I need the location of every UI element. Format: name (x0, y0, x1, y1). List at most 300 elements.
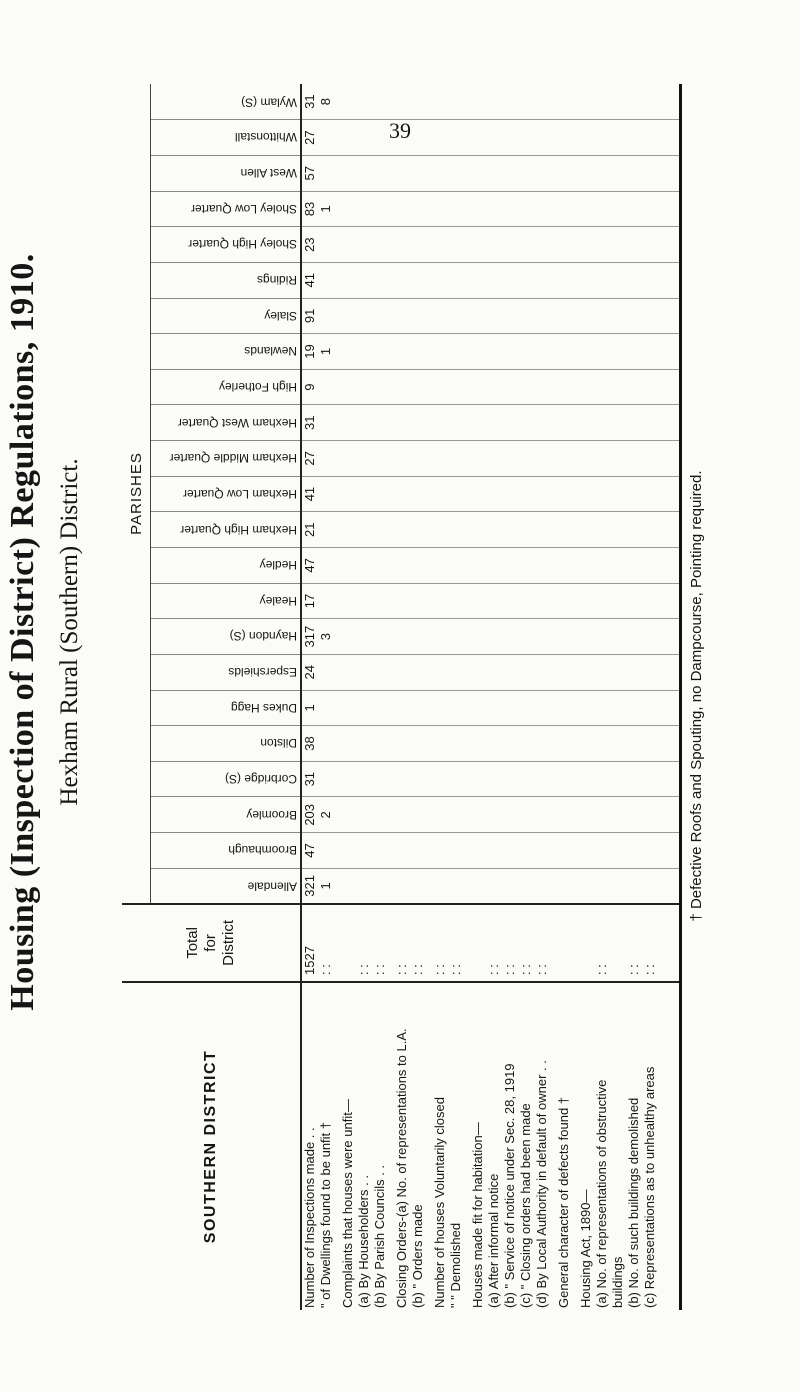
row-value (626, 405, 642, 440)
parish-values (301, 476, 681, 512)
parish-values (301, 833, 681, 869)
row-value (502, 691, 518, 726)
row-value (556, 762, 572, 797)
parish-column-header: Hexham Middle Quarter (151, 441, 301, 477)
row-value (502, 655, 518, 690)
row-value: 31 (301, 415, 317, 431)
row-value (432, 655, 448, 690)
row-value (610, 869, 626, 903)
row-value (502, 548, 518, 583)
row-value (642, 512, 658, 547)
row-value (578, 405, 594, 440)
row-value (502, 477, 518, 512)
row-value (432, 726, 448, 761)
parish-column-header: Hexham High Quarter (151, 512, 301, 548)
row-value (556, 192, 572, 227)
row-value (470, 84, 486, 119)
row-value (594, 584, 610, 619)
row-value (448, 691, 464, 726)
row-label: " of Dwellings found to be unfit † (317, 1121, 333, 1308)
row-value (502, 227, 518, 262)
row-value (410, 762, 426, 797)
row-value (356, 691, 372, 726)
parish-values (301, 155, 681, 191)
row-label: General character of defects found † (555, 1096, 571, 1308)
row-value (410, 441, 426, 476)
row-value (432, 192, 448, 227)
row-value (394, 334, 410, 369)
row-value (578, 548, 594, 583)
row-value (318, 726, 334, 761)
row-value (610, 227, 626, 262)
row-value (610, 548, 626, 583)
parish-column-header: Sholey Low Quarter (151, 191, 301, 227)
row-value (432, 370, 448, 405)
row-value (356, 798, 372, 833)
row-total: : : (641, 964, 657, 975)
row-value (642, 84, 658, 119)
row-value (448, 655, 464, 690)
row-value (610, 691, 626, 726)
parish-values (301, 690, 681, 726)
row-value (610, 299, 626, 334)
row-value (556, 370, 572, 405)
row-value (372, 405, 388, 440)
row-value (470, 619, 486, 654)
row-value (448, 156, 464, 191)
row-value (432, 120, 448, 155)
row-value (372, 334, 388, 369)
row-value (534, 405, 550, 440)
row-value (486, 405, 502, 440)
row-value (356, 762, 372, 797)
row-value (502, 762, 518, 797)
row-value (432, 584, 448, 619)
row-total: 1527 (301, 946, 317, 975)
row-value (594, 334, 610, 369)
row-value (470, 120, 486, 155)
row-value (410, 833, 426, 868)
row-value (432, 833, 448, 868)
row-value (626, 192, 642, 227)
row-value: 83 (301, 201, 317, 217)
row-value (518, 192, 534, 227)
row-label: buildings (609, 1256, 625, 1308)
district-heading: SOUTHERN DISTRICT (122, 982, 301, 1310)
row-label: Housing Act, 1890— (577, 1189, 593, 1308)
row-value (448, 299, 464, 334)
row-value (578, 762, 594, 797)
row-value (340, 120, 356, 155)
row-value (594, 619, 610, 654)
row-value (470, 192, 486, 227)
parish-values (301, 797, 681, 833)
row-value (626, 726, 642, 761)
row-value (502, 299, 518, 334)
row-value (626, 655, 642, 690)
row-value (356, 869, 372, 903)
row-value: 8 (317, 98, 333, 106)
row-value (642, 691, 658, 726)
row-value (556, 263, 572, 298)
row-value (340, 833, 356, 868)
row-value (410, 655, 426, 690)
row-value (626, 584, 642, 619)
row-value (394, 192, 410, 227)
row-labels (301, 982, 681, 1310)
parish-values (301, 726, 681, 762)
row-value (432, 227, 448, 262)
row-value (410, 584, 426, 619)
row-value (518, 762, 534, 797)
row-value (578, 84, 594, 119)
row-value (470, 477, 486, 512)
row-value (534, 512, 550, 547)
row-value (318, 833, 334, 868)
row-value (594, 691, 610, 726)
row-value (340, 299, 356, 334)
row-value (372, 584, 388, 619)
row-value (410, 84, 426, 119)
row-value (318, 227, 334, 262)
row-value: 91 (301, 308, 317, 324)
row-total: : : (501, 964, 517, 975)
row-value (626, 441, 642, 476)
row-value (356, 84, 372, 119)
parish-column-header: Corbridge (S) (151, 761, 301, 797)
row-value (502, 798, 518, 833)
row-value (432, 334, 448, 369)
row-value (594, 655, 610, 690)
row-value (578, 263, 594, 298)
row-value (470, 798, 486, 833)
row-value (642, 762, 658, 797)
page-number: 39 (389, 118, 411, 143)
row-value (394, 263, 410, 298)
row-value (356, 619, 372, 654)
row-value (372, 156, 388, 191)
row-value (448, 263, 464, 298)
row-total: : : (447, 964, 463, 975)
row-label: Houses made fit for habitation— (469, 1122, 485, 1308)
parish-values (301, 334, 681, 370)
row-value (534, 619, 550, 654)
row-value (534, 227, 550, 262)
row-value (626, 619, 642, 654)
row-value (410, 156, 426, 191)
row-value (448, 726, 464, 761)
row-value (486, 227, 502, 262)
row-value (594, 120, 610, 155)
row-value (518, 655, 534, 690)
row-value (432, 798, 448, 833)
row-value (642, 334, 658, 369)
parish-column-header: Hedley (151, 548, 301, 584)
row-value (518, 299, 534, 334)
row-value (410, 798, 426, 833)
row-value (578, 798, 594, 833)
row-value (394, 655, 410, 690)
row-value (626, 833, 642, 868)
row-value (556, 869, 572, 903)
row-value (486, 726, 502, 761)
row-value (318, 263, 334, 298)
row-value (394, 584, 410, 619)
row-label: (b) " Orders made (409, 1204, 425, 1308)
row-value (318, 762, 334, 797)
row-value (578, 156, 594, 191)
row-value (556, 405, 572, 440)
parish-column-header: Newlands (151, 334, 301, 370)
row-value (372, 120, 388, 155)
row-value (340, 762, 356, 797)
total-heading-line: Total (183, 927, 201, 959)
row-value (626, 691, 642, 726)
row-value (356, 334, 372, 369)
row-value (318, 584, 334, 619)
row-value (372, 192, 388, 227)
row-value (556, 227, 572, 262)
row-value: 1 (317, 882, 333, 890)
inspection-table (122, 84, 682, 1310)
row-value (610, 512, 626, 547)
row-value (502, 869, 518, 903)
row-value (372, 762, 388, 797)
parish-values (301, 441, 681, 477)
row-value (410, 334, 426, 369)
parish-column-header: Sholey High Quarter (151, 227, 301, 263)
row-value (410, 619, 426, 654)
parish-values (301, 227, 681, 263)
row-value (394, 833, 410, 868)
row-value (518, 833, 534, 868)
parish-values (301, 262, 681, 298)
row-value (556, 655, 572, 690)
row-value (626, 156, 642, 191)
row-value (626, 334, 642, 369)
row-value (470, 869, 486, 903)
row-value (432, 263, 448, 298)
row-value (594, 512, 610, 547)
row-value (394, 869, 410, 903)
row-value (340, 405, 356, 440)
row-value (626, 370, 642, 405)
row-value (372, 726, 388, 761)
row-value (470, 584, 486, 619)
row-value (594, 192, 610, 227)
row-value (318, 477, 334, 512)
row-value (556, 334, 572, 369)
row-value (372, 619, 388, 654)
row-value (534, 762, 550, 797)
row-value (410, 192, 426, 227)
row-value (448, 584, 464, 619)
row-value (594, 762, 610, 797)
row-value: 3 (317, 633, 333, 641)
row-value (448, 120, 464, 155)
row-total (556, 905, 572, 975)
row-value (518, 726, 534, 761)
row-value (356, 227, 372, 262)
row-value (432, 441, 448, 476)
row-total: : : (317, 964, 333, 975)
row-value (486, 548, 502, 583)
row-value (534, 84, 550, 119)
row-value (642, 227, 658, 262)
row-value (340, 334, 356, 369)
row-value: 19 (301, 344, 317, 359)
parish-values (301, 369, 681, 405)
row-value (486, 370, 502, 405)
row-value (502, 405, 518, 440)
row-total (610, 905, 626, 975)
row-value (486, 441, 502, 476)
row-value: 203 (301, 803, 317, 826)
row-value (534, 120, 550, 155)
row-value (394, 726, 410, 761)
row-value (372, 299, 388, 334)
parish-column-header: Hayndon (S) (151, 619, 301, 655)
row-total: : : (485, 964, 501, 975)
parishes-heading: PARISHES (122, 84, 151, 904)
row-total: : : (625, 964, 641, 975)
row-value (340, 156, 356, 191)
row-value (356, 299, 372, 334)
row-value (534, 726, 550, 761)
parish-values (301, 761, 681, 797)
row-value (356, 512, 372, 547)
row-value (372, 798, 388, 833)
row-value (594, 370, 610, 405)
row-value (642, 263, 658, 298)
row-value (318, 655, 334, 690)
row-value (610, 798, 626, 833)
row-value (410, 548, 426, 583)
row-value (372, 869, 388, 903)
row-value (610, 405, 626, 440)
row-value: 41 (301, 272, 317, 288)
row-value: 41 (301, 486, 317, 502)
row-value (432, 156, 448, 191)
row-value (432, 619, 448, 654)
parish-column-header: Whittonstall (151, 120, 301, 156)
row-value (470, 156, 486, 191)
row-value (410, 227, 426, 262)
row-value (502, 512, 518, 547)
row-total: : : (533, 964, 549, 975)
row-value (642, 548, 658, 583)
row-value (470, 512, 486, 547)
row-value (534, 192, 550, 227)
row-value (448, 334, 464, 369)
row-value (372, 370, 388, 405)
row-value (556, 833, 572, 868)
row-value (486, 584, 502, 619)
row-value (534, 156, 550, 191)
row-value (470, 441, 486, 476)
row-value (432, 762, 448, 797)
row-value (502, 370, 518, 405)
row-label: (c) " Closing orders had been made (517, 1103, 533, 1308)
row-value (318, 548, 334, 583)
row-total: : : (409, 964, 425, 975)
row-value (594, 263, 610, 298)
row-value (340, 619, 356, 654)
row-value (432, 299, 448, 334)
row-value (578, 833, 594, 868)
row-value (556, 441, 572, 476)
row-value (372, 833, 388, 868)
row-value (432, 405, 448, 440)
row-value (394, 156, 410, 191)
row-value: 23 (301, 237, 317, 252)
row-value (610, 84, 626, 119)
row-value (578, 584, 594, 619)
row-value (578, 441, 594, 476)
row-value (518, 584, 534, 619)
row-value (534, 441, 550, 476)
row-value (518, 120, 534, 155)
row-value: 27 (301, 130, 317, 145)
row-value (518, 477, 534, 512)
row-value (502, 156, 518, 191)
row-value (394, 477, 410, 512)
row-value (372, 263, 388, 298)
parish-column-header: Ridings (151, 262, 301, 298)
row-value (486, 156, 502, 191)
row-value (486, 192, 502, 227)
parish-values (301, 583, 681, 619)
row-value (394, 512, 410, 547)
row-total: : : (593, 964, 609, 975)
row-value (594, 441, 610, 476)
row-value (556, 798, 572, 833)
row-value (394, 798, 410, 833)
row-value (578, 192, 594, 227)
row-value (410, 691, 426, 726)
row-value (372, 548, 388, 583)
row-value (394, 441, 410, 476)
row-value (356, 370, 372, 405)
row-label: (d) By Local Authority in default of owner . . (533, 1060, 549, 1308)
row-value (610, 192, 626, 227)
parish-values (301, 868, 681, 904)
row-value (340, 798, 356, 833)
row-label: Number of Inspections made . . (301, 1127, 317, 1308)
row-label: Complaints that houses were unfit— (339, 1099, 355, 1308)
row-value (642, 584, 658, 619)
row-value (410, 370, 426, 405)
row-value (486, 334, 502, 369)
row-value (340, 477, 356, 512)
row-value (486, 762, 502, 797)
row-value (610, 762, 626, 797)
row-value (318, 370, 334, 405)
row-value (372, 512, 388, 547)
row-value (318, 405, 334, 440)
row-value (470, 726, 486, 761)
row-value (448, 84, 464, 119)
row-value (448, 405, 464, 440)
row-value (356, 833, 372, 868)
total-heading-line: District (219, 920, 237, 966)
parish-column-header: Broomley (151, 797, 301, 833)
row-value (486, 84, 502, 119)
row-value (626, 263, 642, 298)
row-label: (a) By Householders . . (355, 1175, 371, 1308)
row-value (610, 370, 626, 405)
row-value (356, 156, 372, 191)
